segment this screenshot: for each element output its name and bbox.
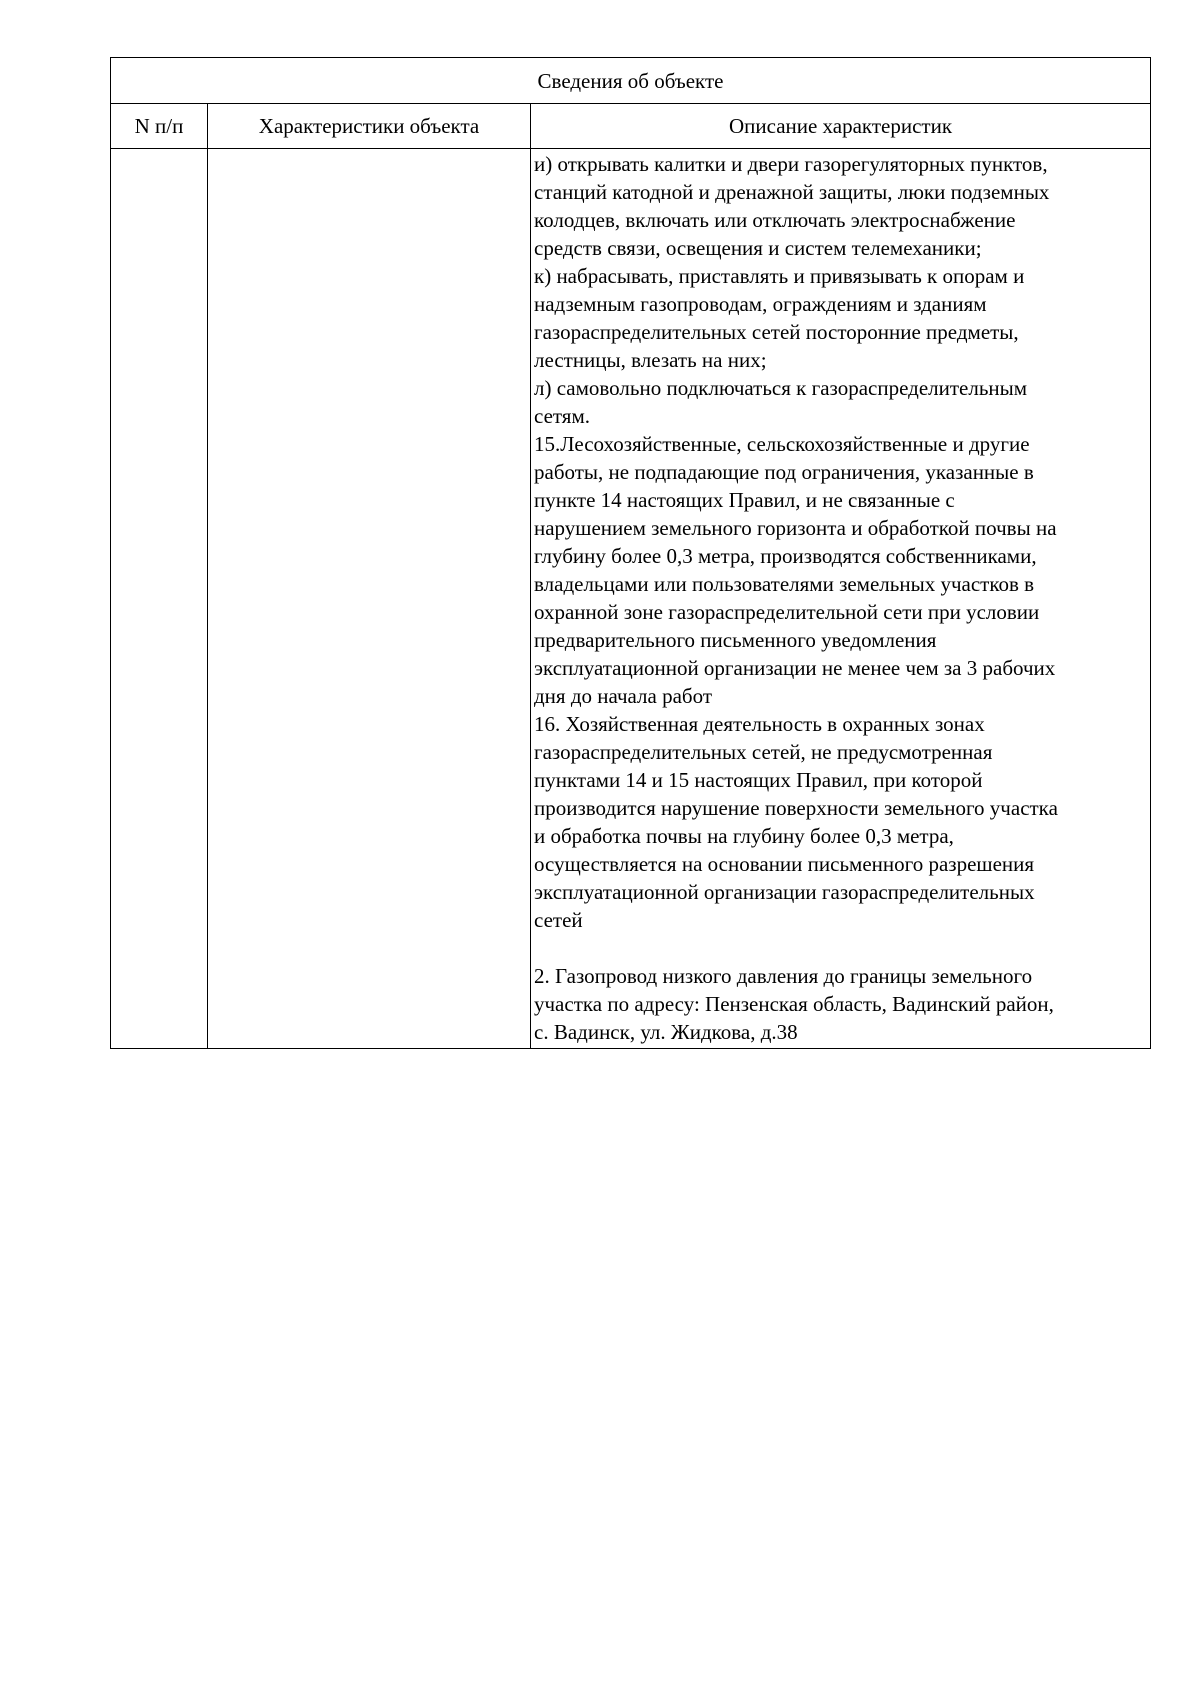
description-line: работы, не подпадающие под ограничения, указанные в: [534, 460, 1034, 484]
description-line: к) набрасывать, приставлять и привязывать к опорам и: [534, 264, 1025, 288]
description-line: охранной зоне газораспределительной сети при условии: [534, 600, 1040, 624]
description-line: предварительного письменного уведомления: [534, 628, 937, 652]
row-characteristics-cell: [208, 149, 531, 1049]
description-line: и обработка почвы на глубину более 0,3 метра,: [534, 824, 954, 848]
description-line: 15.Лесохозяйственные, сельскохозяйственные и другие: [534, 432, 1030, 456]
description-line: колодцев, включать или отключать электроснабжение: [534, 208, 1016, 232]
description-line: осуществляется на основании письменного разрешения: [534, 852, 1035, 876]
description-line: 2. Газопровод низкого давления до границы земельного: [534, 964, 1033, 988]
description-line: с. Вадинск, ул. Жидкова, д.38: [534, 1020, 798, 1044]
description-line: пунктами 14 и 15 настоящих Правил, при которой: [534, 768, 983, 792]
description-line: газораспределительных сетей, не предусмотренная: [534, 740, 993, 764]
header-description: Описание характеристик: [531, 104, 1151, 149]
description-line: сетей: [534, 908, 583, 932]
header-number: N п/п: [111, 104, 208, 149]
description-line: эксплуатационной организации газораспределительных: [534, 880, 1035, 904]
row-description-cell: [531, 149, 1151, 1049]
description-line: станций катодной и дренажной защиты, люки подземных: [534, 180, 1050, 204]
description-line: 16. Хозяйственная деятельность в охранных зонах: [534, 712, 985, 736]
table-caption: Сведения об объекте: [111, 58, 1151, 104]
description-line: глубину более 0,3 метра, производятся собственниками,: [534, 544, 1037, 568]
header-characteristics: Характеристики объекта: [208, 104, 531, 149]
description-line: газораспределительных сетей посторонние предметы,: [534, 320, 1019, 344]
description-line: пункте 14 настоящих Правил, и не связанные с: [534, 488, 955, 512]
row-number-cell: [111, 149, 208, 1049]
description-line: производится нарушение поверхности земельного участка: [534, 796, 1058, 820]
description-line: средств связи, освещения и систем телемеханики;: [534, 236, 982, 260]
table-row: [111, 149, 1151, 1049]
description-line: и) открывать калитки и двери газорегуляторных пунктов,: [534, 152, 1048, 176]
caption-row: [111, 58, 1151, 104]
description-line: сетям.: [534, 404, 590, 428]
description-line: л) самовольно подключаться к газораспределительным: [534, 376, 1028, 400]
description-line: нарушением земельного горизонта и обработкой почвы на: [534, 516, 1057, 540]
description-line: эксплуатационной организации не менее чем за 3 рабочих: [534, 656, 1056, 680]
blank-line: [534, 934, 1146, 962]
description-line: надземным газопроводам, ограждениям и зданиям: [534, 292, 987, 316]
description-text: [534, 150, 1146, 1046]
description-line: дня до начала работ: [534, 684, 713, 708]
description-line: участка по адресу: Пензенская область, Вадинский район,: [534, 992, 1054, 1016]
description-line: владельцами или пользователями земельных участков в: [534, 572, 1035, 596]
object-info-table: [110, 57, 1151, 1049]
header-row: [111, 104, 1151, 149]
description-line: лестницы, влезать на них;: [534, 348, 767, 372]
